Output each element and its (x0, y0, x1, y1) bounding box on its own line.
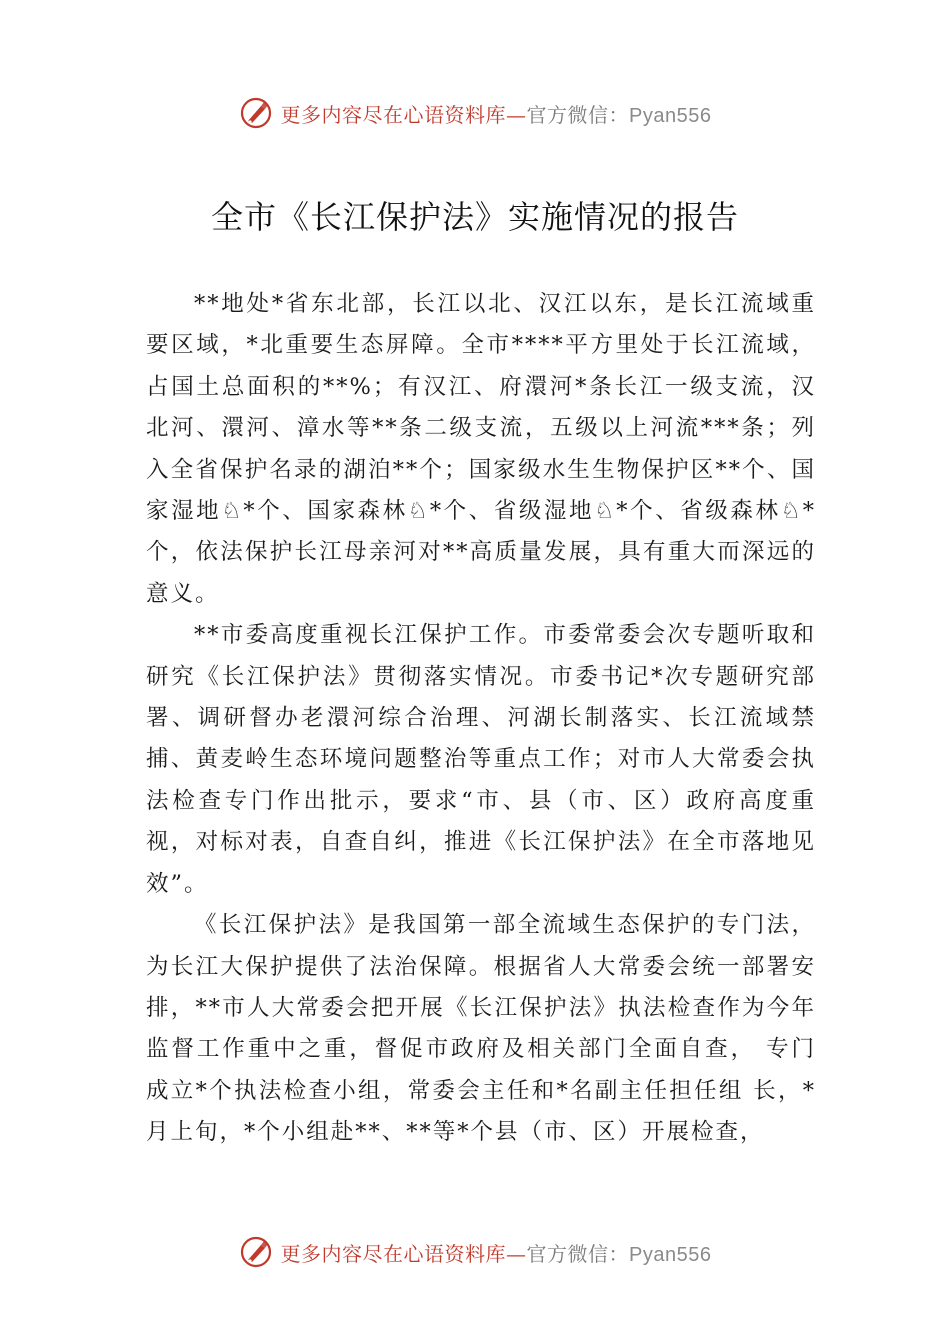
paragraph: **地处*省东北部，长江以北、汉江以东，是长江流域重要区域，*北重要生态屏障。全市****平方里处于长江流域，占国土总面积的**%；有汉江、府澴河*条长江一级支流，汉北河、澴河、漳水等**条二级支流，五级以上河流***条；列入全省保护名录的湖泊**个；国家级水生生物保护区**个、国家湿地♘*个、国家森林♘*个、省级湿地♘*个、省级森林♘*个，依法保护长江母亲河对**高质量发展，具有重大而深远的意义。 (146, 291, 816, 607)
fountain-pen-seal-icon (239, 1235, 273, 1269)
document-body (146, 284, 816, 1154)
header-banner (0, 93, 950, 133)
banner-text (281, 1238, 712, 1267)
banner-separator: — (506, 102, 527, 127)
footer-banner (0, 1232, 950, 1272)
banner-wechat-label: 官方微信： (526, 102, 630, 127)
banner-separator: — (506, 1241, 527, 1266)
banner-wechat-id: Pyan556 (629, 1243, 712, 1266)
paragraph: **市委高度重视长江保护工作。市委常委会次专题听取和研究《长江保护法》贯彻落实情况。市委书记*次专题研究部署、调研督办老澴河综合治理、河湖长制落实、长江流域禁捕、黄麦岭生态环境问题整治等重点工作；对市人大常委会执法检查专门作出批示，要求“市、县（市、区）政府高度重视，对标对表，自查自纠，推进《长江保护法》在全市落地见效”。 (146, 622, 816, 897)
banner-main-text: 更多内容尽在心语资料库 (280, 1241, 507, 1266)
page-title: 全市《长江保护法》实施情况的报告 (210, 198, 739, 236)
paragraph: 《长江保护法》是我国第一部全流域生态保护的专门法，为长江大保护提供了法治保障。根据省人大常委会统一部署安排，**市人大常委会把开展《长江保护法》执法检查作为今年监督工作重中之重，督促市政府及相关部门全面自查， 专门成立*个执法检查小组，常委会主任和*名副主任担任组 长，*月上旬，*个小组赴**、**等*个县（市、区）开展检查， (146, 912, 816, 1146)
fountain-pen-seal-icon (239, 96, 273, 130)
banner-wechat-label: 官方微信： (526, 1241, 630, 1266)
banner-main-text: 更多内容尽在心语资料库 (280, 102, 507, 127)
banner-text (281, 99, 712, 128)
banner-wechat-id: Pyan556 (629, 104, 712, 127)
